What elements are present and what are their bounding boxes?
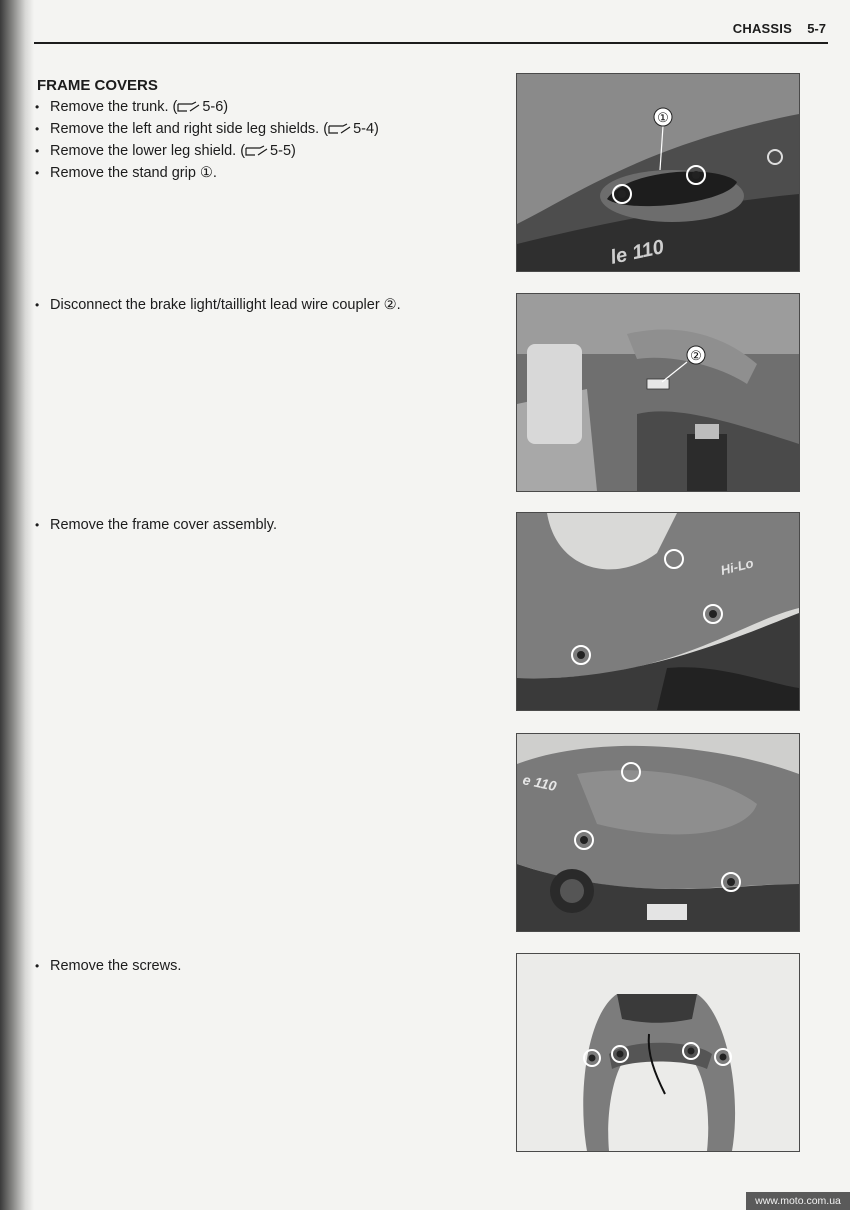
- step-2: [35, 118, 379, 142]
- watermark-url: www.moto.com.ua: [746, 1192, 850, 1210]
- step-4: [35, 162, 217, 184]
- photo-stand-grip: [516, 73, 800, 272]
- step-text: Remove the screws.: [50, 958, 182, 974]
- photo-decal-text: Hi-Lo: [719, 555, 755, 578]
- step-text: Remove the lower leg shield. (: [50, 143, 246, 159]
- bullet: •: [35, 122, 40, 136]
- step-text: Disconnect the brake light/taillight lead wire coupler ②.: [50, 297, 401, 313]
- step-tail: ): [291, 143, 296, 159]
- photo-screws: [516, 953, 800, 1152]
- step-text: Remove the stand grip ①.: [50, 165, 217, 181]
- step-ref: 5-4: [353, 121, 375, 137]
- photo-decal-text: e 110: [521, 771, 558, 795]
- step-text: Remove the left and right side leg shields. (: [50, 121, 329, 137]
- photo-decal-text: le 110: [608, 236, 666, 269]
- step-tail: ): [374, 121, 379, 137]
- callout-2-label: ②: [690, 348, 702, 363]
- header-section-label: CHASSIS: [732, 21, 792, 36]
- step-1: [35, 96, 228, 120]
- pointing-hand-icon: [328, 120, 352, 142]
- bullet: •: [35, 144, 40, 158]
- step-ref: 5-6: [202, 99, 224, 115]
- photo-lead-wire-coupler: [516, 293, 800, 492]
- pointing-hand-icon: [177, 98, 201, 120]
- step-text: Remove the frame cover assembly.: [50, 517, 277, 533]
- step-text: Remove the trunk. (: [50, 99, 178, 115]
- bullet: •: [35, 518, 40, 532]
- photo-frame-cover-left: [516, 512, 800, 711]
- step-tail: ): [223, 99, 229, 115]
- step-3: [35, 140, 296, 164]
- section-title: FRAME COVERS: [37, 77, 158, 94]
- step-7: [35, 955, 181, 977]
- callout-1-label: ①: [657, 110, 669, 125]
- pointing-hand-icon: [245, 142, 269, 164]
- bullet: •: [35, 959, 40, 973]
- page-binding-shadow: [0, 0, 34, 1210]
- step-ref: 5-5: [270, 143, 292, 159]
- photo-frame-cover-right: [516, 733, 800, 932]
- step-6: [35, 514, 277, 536]
- bullet: •: [35, 166, 40, 180]
- header-page-number: 5-7: [807, 21, 826, 36]
- step-5: [35, 294, 401, 316]
- bullet: •: [35, 298, 40, 312]
- bullet: •: [35, 100, 40, 114]
- header-rule: [34, 42, 828, 44]
